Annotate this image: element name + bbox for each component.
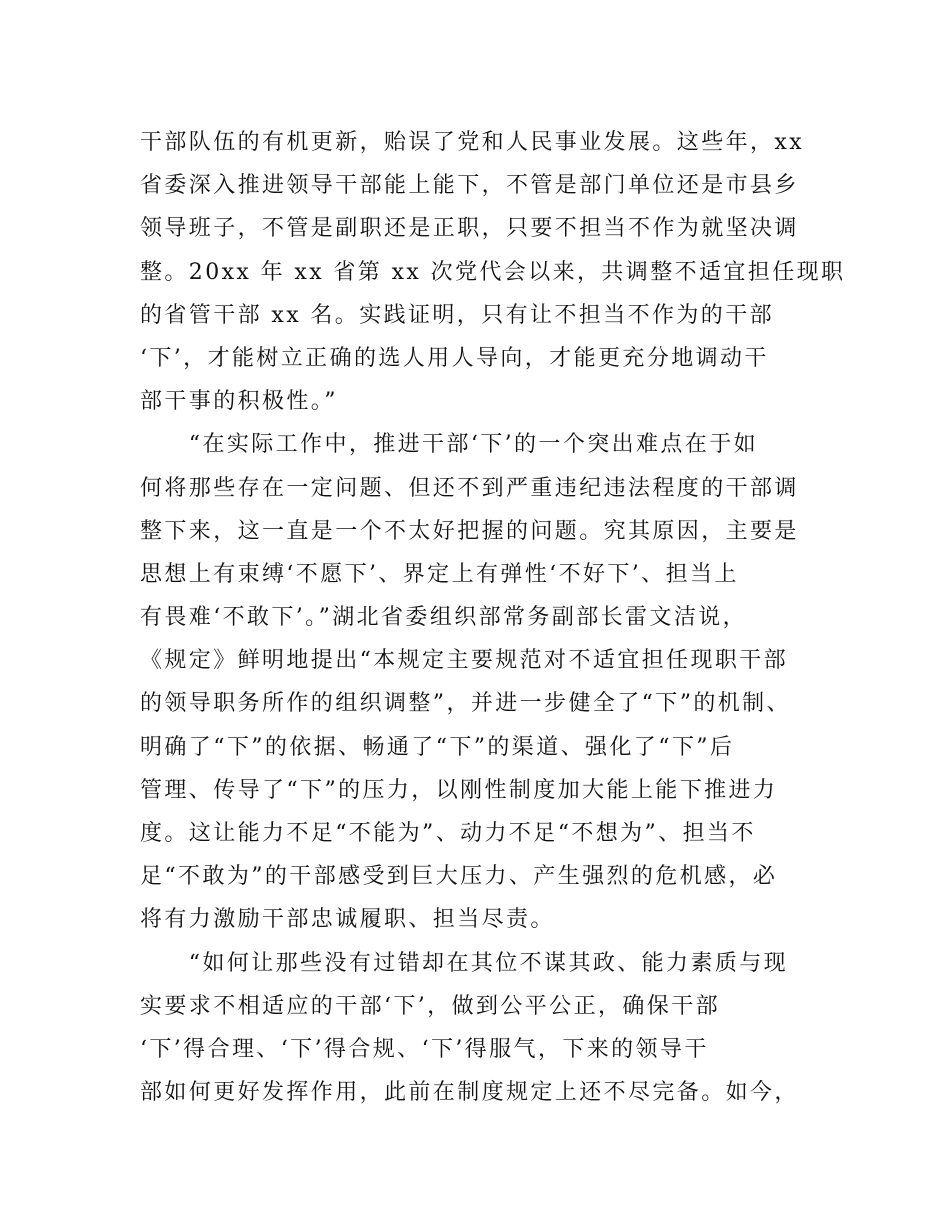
text-line-20: “如何让那些没有过错却在其位不谋其政、能力素质与现	[140, 950, 789, 976]
text-line-4: 整。20xx 年 xx 省第 xx 次党代会以来，共调整不适宜担任现职	[140, 259, 846, 285]
text-line-1: 干部队伍的有机更新，贻误了党和人民事业发展。这些年，xx	[140, 130, 805, 155]
text-line-11: 思想上有束缚‘不愿下’、界定上有弹性‘不好下’、担当上	[140, 561, 739, 587]
text-line-2: 省委深入推进领导干部能上能下，不管是部门单位还是市县乡	[140, 173, 799, 199]
text-line-5: 的省管干部 xx 名。实践证明，只有让不担当不作为的干部	[140, 302, 775, 328]
text-line-3: 领导班子，不管是副职还是正职，只要不担当不作为就坚决调	[140, 216, 799, 242]
text-line-16: 管理、传导了“下”的压力，以刚性制度加大能上能下推进力	[140, 777, 778, 803]
text-line-15: 明确了“下”的依据、畅通了“下”的渠道、强化了“下”后	[140, 734, 735, 760]
text-line-10: 整下来，这一直是一个不太好把握的问题。究其原因，主要是	[140, 518, 799, 544]
text-line-14: 的领导职务所作的组织调整”，并进一步健全了“下”的机制、	[140, 691, 791, 717]
text-line-22: ‘下’得合理、‘下’得合规、‘下’得服气，下来的领导干	[140, 1036, 709, 1062]
text-line-17: 度。这让能力不足“不能为”、动力不足“不想为”、担当不	[140, 821, 756, 846]
document-body	[140, 121, 846, 1114]
text-line-6: ‘下’，才能树立正确的选人用人导向，才能更充分地调动干	[140, 345, 769, 371]
text-line-8: “在实际工作中，推进干部‘下’的一个突出难点在于如	[140, 432, 759, 458]
text-line-19: 将有力激励干部忠诚履职、担当尽责。	[140, 907, 555, 933]
text-line-13: 《规定》鲜明地提出“本规定主要规范对不适宜担任现职干部	[140, 648, 789, 674]
text-line-12: 有畏难‘不敢下’。”湖北省委组织部常务副部长雷文洁说，	[140, 605, 748, 631]
text-line-21: 实要求不相适应的干部‘下’，做到公平公正，确保干部	[140, 993, 720, 1019]
text-line-9: 何将那些存在一定问题、但还不到严重违纪违法程度的干部调	[140, 475, 799, 501]
text-line-18: 足“不敢为”的干部感受到巨大压力、产生强烈的危机感，必	[140, 864, 778, 890]
text-line-23: 部如何更好发挥作用，此前在制度规定上还不尽完备。如今，	[140, 1080, 799, 1106]
text-line-7: 部干事的积极性。”	[140, 389, 338, 415]
